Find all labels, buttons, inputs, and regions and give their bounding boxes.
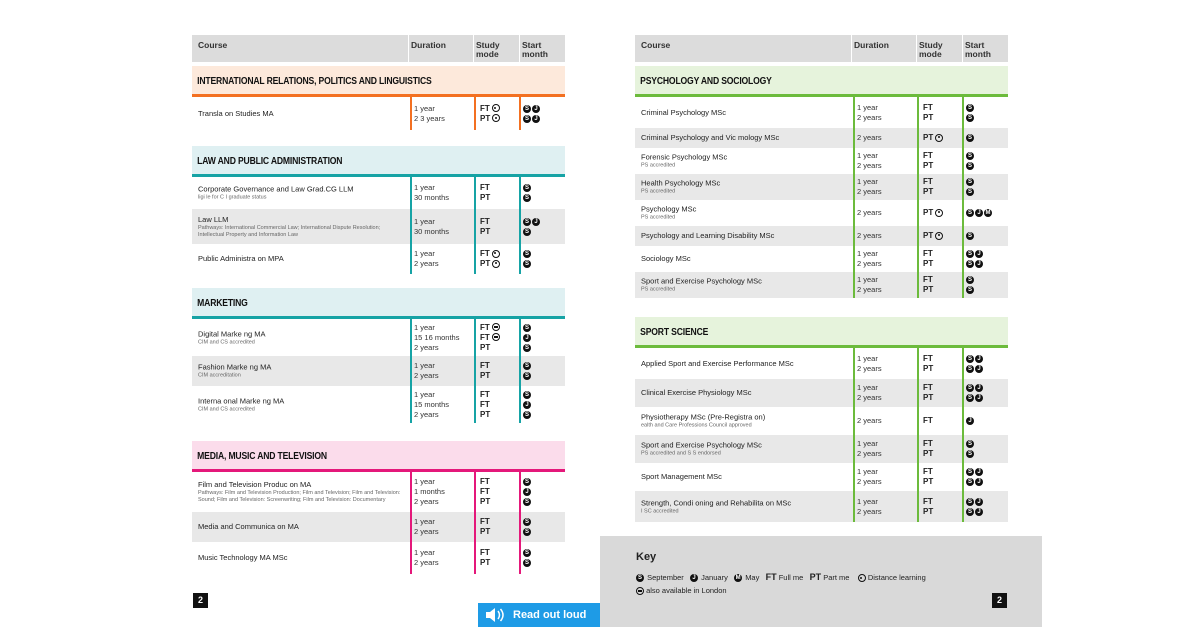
table-row [635,272,1008,298]
section-title: INTERNATIONAL RELATIONS, POLITICS AND LINGUISTICS [197,76,432,87]
course-note: PS accredited [641,286,676,293]
course-note: PS accredited [641,162,676,169]
september-icon: S [524,344,529,351]
september-icon: S [967,153,972,160]
study-mode: FT PT [923,151,934,170]
september-icon: S [967,365,972,372]
section-0 [192,66,565,130]
table-row [192,512,565,542]
september-icon: S [524,115,529,122]
key-legend-line-1: S September J January M May FT Full me PT Part me Distance learning [637,572,926,582]
january-icon: J [975,468,983,476]
september-icon: S [524,261,529,268]
september-icon: S [967,210,972,217]
table-row [635,491,1008,522]
duration: 1 year 2 years [414,517,439,536]
distance-learning-icon [935,134,943,142]
london-icon [492,323,500,331]
duration: 2 years [857,208,882,217]
september-icon: S [967,469,972,476]
duration: 1 year 2 years [857,102,882,122]
section-title: MEDIA, MUSIC AND TELEVISION [197,451,327,462]
study-mode: PT [923,231,943,241]
duration: 2 years [857,133,882,142]
distance-learning-icon [492,250,500,258]
duration: 2 years [857,231,882,240]
key-legend-line-2: also available in London [636,586,727,595]
january-icon: J [975,478,983,486]
september-icon: S [967,251,972,258]
study-mode: FT PT [480,249,500,269]
study-mode: PT [923,208,943,218]
study-mode: FT PT [480,183,491,202]
table-row [192,356,565,386]
section-title: PSYCHOLOGY AND SOCIOLOGY [640,76,772,87]
september-icon: S [967,508,972,515]
september-icon: S [967,287,972,294]
study-mode: FT FT PT [480,477,491,506]
study-mode: FT PT [923,275,934,294]
september-icon: S [524,363,529,370]
distance-learning-icon [492,114,500,122]
study-mode: FT PT [923,496,934,516]
september-icon: S [524,479,529,486]
course-name: Film and Television Produc on MA Pathways: Film and Television Production; Film and Television; Film and Television: Sound; Film and Television: Screenwriting; Film and Television: Documentary [198,480,408,504]
september-icon: S [967,179,972,186]
september-icon: S [524,529,529,536]
study-mode: FT PT [480,361,491,380]
september-icon: S [967,233,972,240]
london-icon [492,333,500,341]
september-icon: S [524,185,529,192]
course-name: Transla on Studies MA [198,108,274,118]
january-icon: J [975,365,983,373]
course-name: Fashion Marke ng MA CIM accreditation [198,363,408,380]
course-note: CIM and CS accredited [198,406,255,412]
january-icon: J [975,384,983,392]
study-mode: FT PT [923,102,934,122]
table-row [635,174,1008,200]
page-number: 2 [193,593,208,608]
table-row [192,244,565,274]
section-title: MARKETING [197,298,248,309]
page-number-right: 2 [992,593,1007,608]
duration: 1 year 2 years [414,548,439,567]
london-icon [636,587,644,595]
header-start-month: Start month [965,40,991,59]
section-1 [192,146,565,274]
section-0 [635,66,1008,298]
duration: 1 year 2 years [857,467,882,486]
study-mode: PT [923,133,943,143]
table-header [635,35,1008,62]
january-icon: J [532,218,540,226]
september-icon: S [967,114,972,121]
september-icon: S [524,251,529,258]
study-mode: FT PT [480,517,491,536]
left-page [192,0,565,627]
start-month [523,361,532,381]
duration: 1 year 15 16 months 2 years [414,322,460,352]
start-month [966,416,975,426]
distance-learning-icon [492,104,500,112]
duration: 1 year 2 years [857,353,882,373]
table-row [635,348,1008,379]
september-icon: S [967,261,972,268]
september-icon: S [524,519,529,526]
duration: 1 year 2 years [414,361,439,380]
course-name: Sport and Exercise Psychology MSc PS accredited [641,277,851,294]
key-title: Key [636,551,657,563]
table-row [635,97,1008,128]
start-month [966,231,975,241]
course-note: I SC accredited [641,508,679,514]
duration: 1 year 2 years [857,439,882,458]
table-row [192,386,565,423]
september-icon: S [967,385,972,392]
course-name: Health Psychology MSc PS accredited [641,179,851,196]
duration: 1 year 2 years [414,249,439,268]
course-name: Music Technology MA MSc [198,553,288,562]
course-name: Psychology and Learning Disability MSc [641,231,775,240]
section-2 [192,288,565,423]
start-month [966,383,984,403]
september-icon: S [967,395,972,402]
table-row [192,472,565,512]
course-name: Digital Marke ng MA CIM and CS accredited [198,329,408,346]
january-icon: J [975,355,983,363]
course-name: Sport Management MSc [641,472,722,481]
header-start-month: Start month [522,40,548,59]
course-name: Psychology MSc PS accredited [641,205,851,222]
start-month [966,103,975,123]
january-icon: J [975,250,983,258]
start-month [523,390,532,420]
course-name: Law LLM Pathways: International Commercial Law; International Dispute Resolution; Intellectual Property and Information Law [198,215,408,239]
table-row [192,97,565,130]
course-name: Criminal Psychology and Vic mology MSc [641,133,780,142]
study-mode: FT FT PT [480,323,500,353]
september-icon: S [524,411,529,418]
course-name: Forensic Psychology MSc PS accredited [641,153,851,170]
read-out-loud-button[interactable] [478,603,600,627]
study-mode: FT [923,416,933,425]
start-month [523,323,532,353]
january-icon: J [532,115,540,123]
january-icon: J [975,260,983,268]
duration: 1 year 2 years [857,496,882,516]
course-note: ligi le for C I graduate status [198,194,267,201]
september-icon: S [524,218,529,225]
september-icon: S [524,391,529,398]
distance-learning-icon [935,209,943,217]
course-note: ealth and Care Professions Council approved [641,422,752,429]
course-name: Corporate Governance and Law Grad.CG LLM ligi le for C I graduate status [198,185,408,202]
january-icon: J [975,508,983,516]
start-month [966,439,975,459]
table-row [635,463,1008,491]
course-name: Interna onal Marke ng MA CIM and CS accredited [198,396,408,413]
course-name: Sport and Exercise Psychology MSc PS accredited and S S endorsed [641,441,851,458]
course-name: Public Administra on MPA [198,254,284,263]
september-icon: S [524,228,529,235]
duration: 1 year 2 years [857,177,882,196]
table-row [192,319,565,356]
course-name: Criminal Psychology MSc [641,107,727,117]
september-icon: S [524,550,529,557]
table-header [192,35,565,62]
start-month [966,497,984,517]
september-icon: S [524,373,529,380]
september-icon: S [524,499,529,506]
duration: 1 year 15 months 2 years [414,389,450,419]
header-duration: Duration [411,40,446,50]
header-study-mode: Study mode [919,40,943,59]
table-row [192,177,565,209]
september-icon: S [967,277,972,284]
duration: 2 years [857,416,882,425]
september-icon: S [967,163,972,170]
september-icon: S [524,195,529,202]
table-row [635,128,1008,148]
may-icon: M [735,575,741,582]
duration: 1 year 1 months 2 years [414,477,445,506]
course-note: PS accredited [641,214,676,221]
september-icon: S [524,324,529,331]
january-icon: J [523,401,531,409]
study-mode: FT PT [923,353,934,373]
september-icon: S [524,560,529,567]
january-icon: J [975,498,983,506]
start-month [966,354,984,374]
january-icon: J [690,574,698,582]
september-icon: S [967,451,972,458]
read-out-loud-label: Read out loud [513,609,587,621]
study-mode: FT PT [480,216,491,236]
right-page [635,0,1008,627]
table-row [192,542,565,574]
course-name: Media and Communica on MA [198,522,299,531]
study-mode: FT PT [923,249,934,268]
study-mode: FT PT [923,467,934,486]
start-month [966,177,975,197]
table-row [192,209,565,244]
start-month [523,548,532,568]
duration: 1 year 30 months [414,216,450,236]
duration: 1 year 2 3 years [414,103,445,123]
table-row [635,148,1008,174]
header-course: Course [641,40,671,50]
duration: 1 year 2 years [857,275,882,294]
header-study-mode: Study mode [476,40,500,59]
start-month [523,183,532,203]
january-icon: J [975,394,983,402]
september-icon: S [967,441,972,448]
start-month [523,517,532,537]
course-name: Sociology MSc [641,254,691,263]
table-row [635,379,1008,407]
start-month [966,467,984,487]
study-mode: FT PT [480,104,500,124]
january-icon: J [975,209,983,217]
start-month [523,104,541,124]
january-icon: J [523,334,531,342]
september-icon: S [967,189,972,196]
september-icon: S [967,479,972,486]
table-row [635,246,1008,272]
course-note: Pathways: International Commercial Law; International Dispute Resolution; Intellectual Property and Information Law [198,224,381,238]
section-1 [635,317,1008,522]
course-note: PS accredited [641,188,676,195]
course-note: Pathways: Film and Television Production; Film and Television; Film and Television: Sound; Film and Television: Screenwriting; Film and Television: Documentary [198,490,401,503]
september-icon: S [967,104,972,111]
table-row [635,200,1008,226]
duration: 1 year 30 months [414,183,450,202]
duration: 1 year 2 years [857,383,882,402]
course-note: CIM accreditation [198,372,241,379]
section-title: LAW AND PUBLIC ADMINISTRATION [197,156,343,167]
study-mode: FT PT [923,383,934,402]
header-course: Course [198,40,228,50]
start-month [966,151,975,171]
distance-learning-icon [935,232,943,240]
course-name: Physiotherapy MSc (Pre-Registra on) ealth and Care Professions Council approved [641,413,851,430]
key-panel [600,536,1042,627]
header-duration: Duration [854,40,889,50]
distance-learning-icon [858,574,866,582]
section-3 [192,441,565,574]
september-icon: S [967,355,972,362]
september-icon: S [967,135,972,142]
study-mode: FT PT [480,548,491,567]
table-row [635,435,1008,463]
start-month [966,208,993,218]
study-mode: FT PT [923,177,934,196]
may-icon: M [985,210,991,217]
table-row [635,226,1008,246]
duration: 1 year 2 years [857,249,882,268]
september-icon: S [524,105,529,112]
january-icon: J [966,417,974,425]
table-row [635,407,1008,435]
duration: 1 year 2 years [857,151,882,170]
study-mode: FT FT PT [480,389,491,419]
distance-learning-icon [492,260,500,268]
january-icon: J [523,488,531,496]
course-note: PS accredited and S S endorsed [641,450,721,457]
september-icon: S [967,498,972,505]
section-title: SPORT SCIENCE [640,327,709,338]
course-name: Clinical Exercise Physiology MSc [641,388,752,397]
course-name: Strength, Condi oning and Rehabilita on MSc I SC accredited [641,498,851,515]
study-mode: FT PT [923,439,934,458]
start-month [966,133,975,143]
january-icon: J [532,105,540,113]
start-month [523,249,532,269]
start-month [523,217,541,237]
september-icon: S [637,575,642,582]
start-month [966,275,975,295]
course-name: Applied Sport and Exercise Performance MSc [641,358,794,368]
start-month [966,249,984,269]
speaker-icon [485,608,505,622]
start-month [523,477,532,507]
course-note: CIM and CS accredited [198,339,255,345]
